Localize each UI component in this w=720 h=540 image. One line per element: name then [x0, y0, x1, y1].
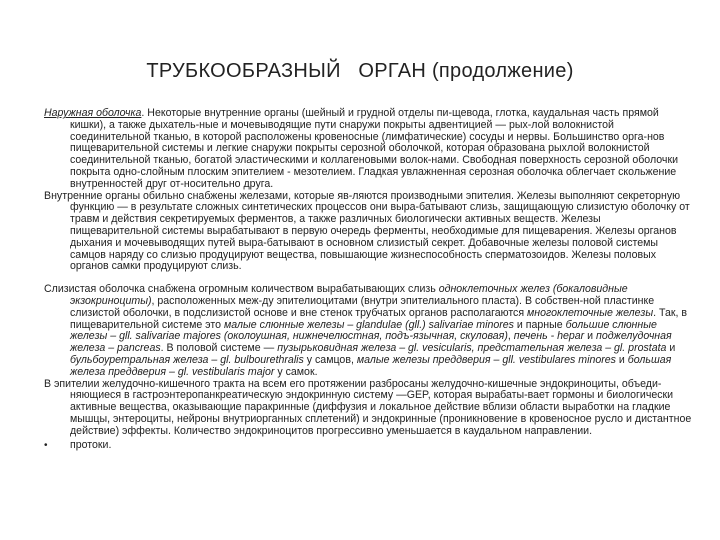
term-minor-vestibular: малые железы преддверия – gll. vestibulares minores — [356, 353, 616, 366]
text-run: и — [666, 342, 676, 355]
text-run: . В половой системе — — [160, 342, 278, 355]
paragraph-endocrine: В эпителии желудочно-кишечного тракта на всем его протяжении разбросаны желудочно-кишечные эндокриноциты, объеди-няющиеся в гастроэнтеропанкреатическую эндокринную систему —GEP, которая вырабаты-вает гормоны и биологически активные вещества, оказывающие паракринные (диффузия и локальное действие вблизи области выработки на гладкие мышцы, энтероциты, нейроны внутриорганных сплетений) и эндокринные (проникновение в кровеносное русло и дистантное действие) эффекты. Количество эндокриноцитов прогрессивно уменьшается в каудальном направлении. — [44, 377, 692, 437]
text-run: Слизистая оболочка снабжена огромным количеством вырабатывающих слизь — [44, 283, 439, 296]
text-run: . Так, в пищеварительной системе это — [70, 306, 688, 331]
term-liver: печень - hepar — [513, 330, 585, 343]
text-run: , расположенных меж-ду эпителиоцитами (внутри эпителиального пласта). В собствен-ной пластинке слизистой оболочки, в подслизистой основе и вне стенок трубчатых органов располагаются — [70, 294, 655, 319]
term-vesicular-prostate: пузырьковидная железа – gl. vesicularis, предстательная железа – gl. prostata — [277, 342, 667, 355]
term-minor-salivary: малые слюнные железы – glandulae (gll.) salivariae minores — [223, 318, 514, 331]
paragraph-mucosa — [44, 284, 692, 378]
text-run: и парные — [513, 318, 566, 331]
term-bulbourethral: бульбоуретральная железа – gl. bulbourethralis — [70, 353, 304, 366]
text-run: и — [584, 330, 596, 343]
bullet-item — [44, 440, 692, 452]
term-multicellular-glands: многоклеточные железы — [527, 306, 654, 319]
term-dot: . — [141, 107, 145, 119]
text-run: у самцов, — [303, 353, 357, 366]
slide-body — [44, 108, 692, 451]
text-run: и — [615, 353, 628, 366]
paragraph-glands: Внутренние органы обильно снабжены железами, которые яв-ляются производными эпителия. Железы выполняют секреторную функцию — в результате сложных синтетических процессов они выра-батывают слизь, защищающую слизистую оболочку от травм и действия секретируемых ферментов, а также различных биологически активных веществ. Железы пищеварительной системы вырабатывают в первую очередь ферменты, необходимые для пищеварения. Железы органов дыхания и мочевыводящих путей выра-батывают в основном слизистый секрет. Добавочные железы половой системы самцов наряду со слизью продуцируют вещества, повышающие жизнеспособность сперматозоидов. Железы половых органов самки продуцируют слизь. — [44, 189, 690, 273]
term-major-salivary: большие слюнные железы – gll. salivariae majores (околоушная, нижнечелюстная, подъ-язычная, скуловая) — [70, 318, 657, 343]
text-run: у самок. — [274, 365, 318, 378]
term-outer-layer: Наружная оболочка — [44, 107, 142, 119]
bullet-text: протоки. — [70, 438, 112, 451]
slide-title: ТРУБКООБРАЗНЫЙ ОРГАН (продолжение) — [146, 60, 574, 82]
term-pancreas: поджелудочная железа – pancreas — [70, 330, 672, 355]
bullet-icon: • — [44, 439, 48, 451]
term-major-vestibular: большая железа преддверия – gl. vestibularis major — [70, 353, 672, 378]
paragraph-outer-layer — [44, 108, 692, 191]
text-run: , — [507, 330, 514, 343]
paragraph-outer-layer-text: Некоторые внутренние органы (шейный и грудной отделы пи-щевода, глотка, каудальная часть прямой кишки), а также дыхатель-ные и мочевыводящие пути снаружи покрыты адвентицией — рых-лой волокнистой соединительной тканью, в которой расположены кровеносные (лимфатические) сосуды и нервы. Большинство орга-нов пищеварительной системы и легкие снаружи покрыты серозной оболочкой, которая образована рыхлой волокнистой соединительной тканью, богатой эластическими и коллагеновыми волок-нами. Свободная поверхность серозной оболочки покрыта одно-слойным плоским эпителием - мезотелием. Гладкая увлажненная серозная оболочка облегчает скольжение внутренностей друг от-носительно друга. — [70, 107, 679, 190]
term-unicellular-glands: одноклеточных желез (бокаловидные экзокриноциты) — [70, 283, 628, 307]
